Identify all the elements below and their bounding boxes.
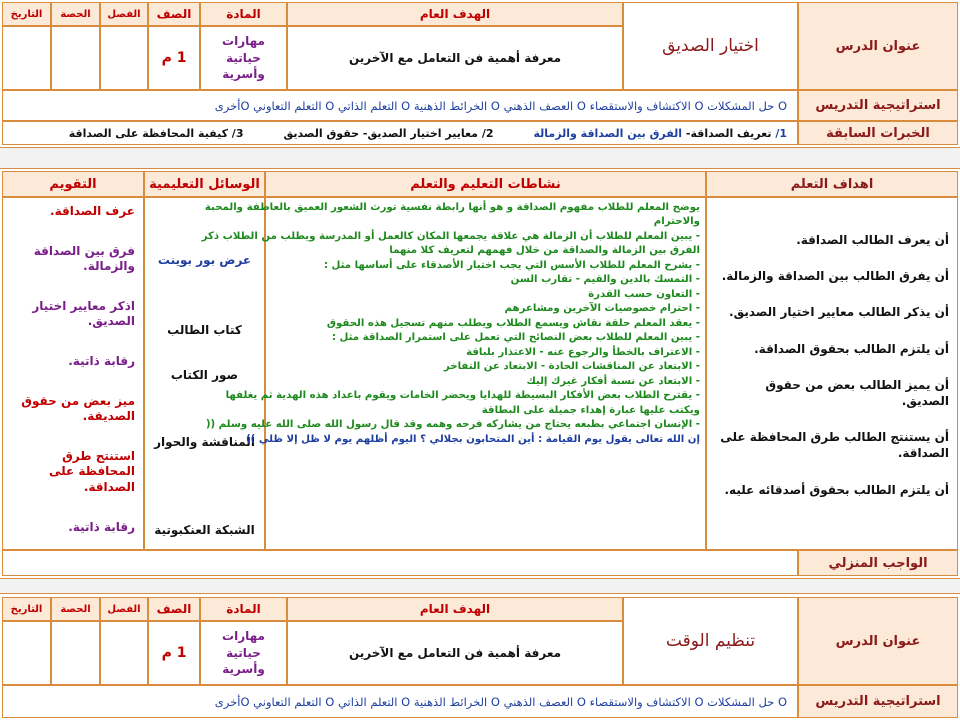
header-class: الفصل (100, 2, 148, 26)
history-value (2, 26, 51, 90)
section-separator (0, 578, 960, 594)
header-general-goal: الهدف العام (287, 2, 623, 26)
grade-value: 1 م (148, 621, 200, 685)
activity-line: - الابتعاد عن نسبة أفكار غيرك إليك (526, 375, 700, 387)
tool-item: الشبكة العنكبوتية (154, 523, 255, 537)
grade-value: 1 م (148, 26, 200, 90)
general-goal-value: معرفة أهمية فن التعامل مع الآخرين (287, 621, 623, 685)
objective-item: أن يلتزم الطالب بحقوق أصدقائه عليه. (724, 482, 949, 497)
lesson-title-value: تنظيم الوقت (623, 597, 798, 685)
activity-line: - الاعتراف بالخطأ والرجوع عنه - الاعتذار بلباقة (466, 346, 700, 358)
header-grade: الصف (148, 597, 200, 621)
evaluation-item: عرف الصداقة. (50, 204, 135, 218)
tool-item: المناقشة والحوار (154, 435, 255, 449)
evaluation-item: فرق بين الصداقة والزمالة. (33, 243, 135, 274)
evaluation-cell (2, 197, 144, 550)
header-period: الحصة (51, 2, 100, 26)
activity-line: ويكتب عليها عبارة إهداء جميلة على البطاقة (481, 404, 700, 416)
label-lesson-title: عنوان الدرس (798, 2, 958, 90)
strategies-value (2, 685, 798, 718)
label-strategies: استراتيجية التدريس (798, 90, 958, 121)
history-value (2, 621, 51, 685)
header-tools: الوسائل التعليمية (144, 171, 265, 197)
strategies-value (2, 90, 798, 121)
label-prior: الخبرات السابقة (798, 121, 958, 145)
activity-line: - الابتعاد عن المناقشات الحادة - الابتعاد عن التفاخر (443, 361, 700, 373)
evaluation-item: رقابة ذاتية. (68, 353, 135, 368)
header-class: الفصل (100, 597, 148, 621)
period-value (51, 621, 100, 685)
header-grade: الصف (148, 2, 200, 26)
activity-line: - الإنسان اجتماعي بطبعه يحتاج من يشاركه فرحه وهمه وقد قال رسول الله صلى الله عليه وسلم (( (205, 419, 700, 431)
activity-line: - احترام خصوصيات الآخرين ومشاعرهم (504, 303, 700, 315)
activity-line: يوضح المعلم للطلاب مفهوم الصداقة و هو أنها رابطة نفسية تورث الشعور العميق بالعاطفة والمحبة (204, 202, 700, 213)
activity-line: - يبين المعلم للطلاب بعض النصائح التي تعمل على استمرار الصداقة مثل : (331, 332, 700, 344)
activity-line: - يعقد المعلم حلقة نقاش ويسمع الطلاب ويطلب منهم تسجيل هذه الحقوق (326, 317, 700, 329)
label-strategies: استراتيجية التدريس (798, 685, 958, 718)
header-history: التاريخ (2, 2, 51, 26)
header-subject: المادة (200, 597, 287, 621)
evaluation-item: ميز بعض من حقوق الصديقة. (21, 393, 135, 424)
activity-line: إن الله تعالى يقول يوم القيامة : أين المتحابون بجلالي ؟ اليوم أظلهم يوم لا ظل إلا ظلي )) (246, 433, 700, 445)
prior-value (2, 121, 798, 145)
section-separator (0, 147, 960, 169)
prior-item-3: 3/ كيفية المحافظة على الصداقة (68, 126, 244, 140)
activity-line: والاحترام (653, 216, 700, 228)
class-value (100, 621, 148, 685)
evaluation-item: اذكر معايير اختيار الصديق. (32, 298, 135, 329)
label-homework: الواجب المنزلي (798, 550, 958, 576)
homework-value (2, 550, 798, 576)
objectives-cell (706, 197, 958, 550)
activity-line: الفرق بين الزمالة والصداقة من خلال فهمهم لتعريف كلا منهما (389, 245, 700, 257)
tool-item: كتاب الطالب (167, 323, 242, 337)
tool-item: عرض بور بوينت (157, 253, 252, 267)
label-lesson-title: عنوان الدرس (798, 597, 958, 685)
header-history: التاريخ (2, 597, 51, 621)
activity-line: - التمسك بالدين والقيم - تقارب السن (510, 274, 700, 286)
header-objectives: اهداف التعلم (706, 171, 958, 197)
subject-value: مهارات حياتية وأسرية (200, 26, 287, 90)
strategies-text: O حل المشكلات O الاكتشاف والاستقصاء O العصف الذهني O الخرائط الذهنية O التعلم الذاتي O التعلم التعاوني Oأخرى (214, 694, 787, 709)
class-value (100, 26, 148, 90)
activity-line: - يقترح الطلاب بعض الأفكار البسيطة للهدايا ويحضر الخامات ويقوم باعداد هذه الهدية ثم يغلفها (225, 390, 700, 402)
objective-item: أن يميز الطالب بعض من حقوق الصديق. (765, 377, 949, 408)
activity-line: - التعاون حسب القدرة (588, 288, 700, 300)
subject-value: مهارات حياتية وأسرية (200, 621, 287, 685)
objective-item: أن يستنتج الطالب طرق المحافظة على الصداقة. (720, 430, 949, 461)
header-period: الحصة (51, 597, 100, 621)
header-evaluation: التقويم (2, 171, 144, 197)
strategies-text: O حل المشكلات O الاكتشاف والاستقصاء O العصف الذهني O الخرائط الذهنية O التعلم الذاتي O التعلم التعاوني Oأخرى (214, 98, 787, 113)
prior-item-1: 1/ تعريف الصداقة- الفرق بين الصداقة والزمالة (533, 126, 787, 140)
lesson-title-value: اختيار الصديق (623, 2, 798, 90)
objective-item: أن يفرق الطالب بين الصداقة والزمالة. (721, 269, 949, 284)
activity-line: - يشرح المعلم للطلاب الأسس التي يجب اختيار الأصدقاء على أساسها مثل : (323, 259, 700, 271)
objective-item: أن يلتزم الطالب بحقوق الصداقة. (754, 341, 949, 356)
evaluation-item: رقابة ذاتية. (68, 519, 135, 534)
prior-item-2: 2/ معايير اختيار الصديق- حقوق الصديق (283, 126, 494, 140)
objective-item: أن يعرف الطالب الصداقة. (796, 233, 949, 247)
evaluation-item: استنتج طرق المحافظة على الصداقة. (48, 448, 135, 494)
header-activities: نشاطات التعليم والتعلم (265, 171, 706, 197)
header-general-goal: الهدف العام (287, 597, 623, 621)
objective-item: أن يذكر الطالب معايير اختيار الصديق. (729, 305, 949, 320)
general-goal-value: معرفة أهمية فن التعامل مع الآخرين (287, 26, 623, 90)
tool-item: صور الكتاب (170, 368, 239, 382)
period-value (51, 26, 100, 90)
header-subject: المادة (200, 2, 287, 26)
activity-line: - يبين المعلم للطلاب أن الزمالة هي علاقة يجمعها المكان كالعمل أو المدرسة ويطلب من الطلاب ذكر (201, 230, 700, 242)
tools-cell (144, 197, 265, 550)
